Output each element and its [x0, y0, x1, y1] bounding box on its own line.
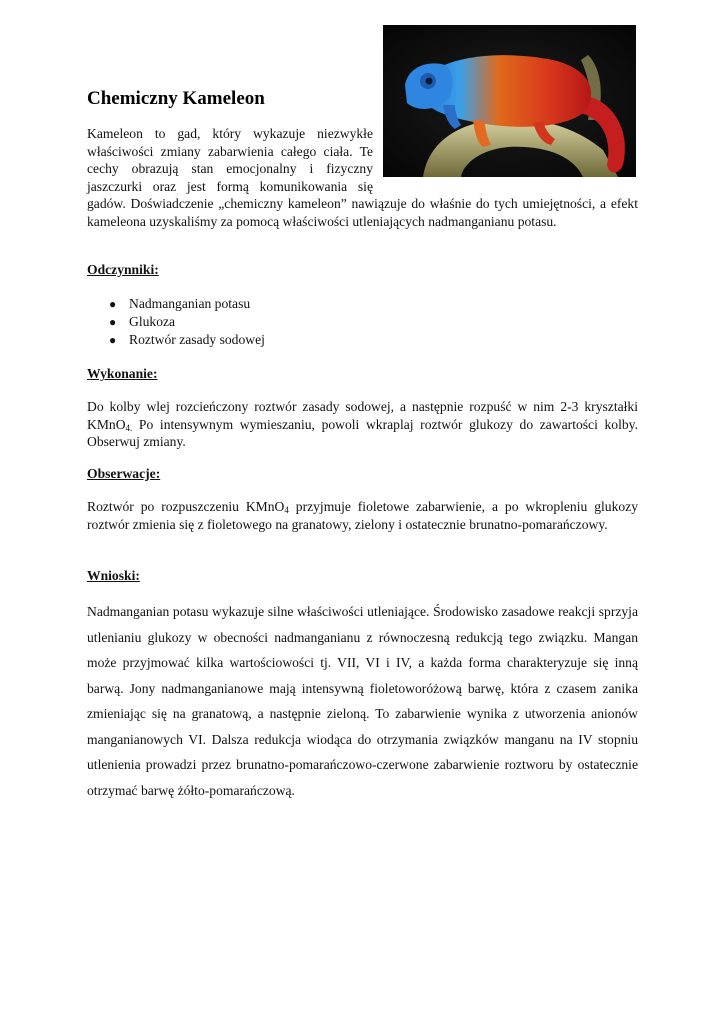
bullet-icon: ●: [109, 333, 117, 347]
intro-text: Kameleon to gad, który wykazuje niezwykłe właściwości zmiany zabarwienia całego ciała. Te cechy obrazują stan emocjonalny i fizyczny jaszczurki oraz jest formą komunikowania się gadów. Doświadczenie „chemiczny kameleon” nawiązuje do właśnie do tych umiejętności, a efekt kameleona uzyskaliśmy za pomocą właściwości utleniających nadmanganianu potasu.: [87, 126, 638, 229]
list-item-label: Nadmanganian potasu: [129, 296, 251, 311]
reagents-heading: Odczynniki:: [87, 262, 159, 277]
execution-text-1: Do kolby wlej rozcieńczony roztwór zasady sodowej, a następnie rozpuść w nim 2-3 kryształki KMnO: [87, 399, 638, 432]
intro-paragraph: [87, 125, 638, 230]
list-item: [87, 295, 265, 313]
execution-subscript: 4.: [125, 422, 133, 433]
list-item: [87, 331, 265, 349]
conclusions-paragraph: Nadmanganian potasu wykazuje silne właściwości utleniające. Środowisko zasadowe reakcji sprzyja utlenianiu glukozy w obecności nadmanganianu z równoczesną redukcją tego związku. Mangan może przyjmować kilka wartościowości tj. VII, VI i IV, a każda forma charakteryzuje się inną barwą. Jony nadmanganianowe mają intensywną fioletoworóżową barwę, która z czasem zanika zmieniając się na granatową, a następnie zieloną. To zabarwienie wynika z utworzenia anionów manganianowych VI. Dalsza redukcja wiodąca do otrzymania związków manganu na IV stopniu utlenienia prowadzi przez brunatno-pomarańczowo-czerwone zabarwienie roztworu by ostatecznie otrzymać barwę żółto-pomarańczową.: [87, 604, 638, 798]
list-item: [87, 313, 265, 331]
document-title: Chemiczny Kameleon: [87, 88, 265, 109]
observations-text-2: przyjmuje fioletowe zabarwienie, a po wkropleniu glukozy roztwór zmienia się z fioletowego na granatowy, zielony i ostatecznie brunatno-pomarańczowy.: [87, 499, 638, 532]
list-item-label: Roztwór zasady sodowej: [129, 332, 265, 347]
observations-text-1: Roztwór po rozpuszczeniu KMnO: [87, 499, 285, 514]
execution-paragraph: [87, 398, 638, 451]
execution-text-2: Po intensywnym wymieszaniu, powoli wkraplaj roztwór glukozy do zawartości kolby. Obserwuj zmiany.: [87, 416, 638, 449]
bullet-icon: ●: [109, 315, 117, 329]
observations-subscript: 4: [284, 505, 289, 515]
observations-paragraph: [87, 498, 638, 533]
observations-heading: Obserwacje:: [87, 466, 161, 481]
list-item-label: Glukoza: [129, 314, 176, 329]
execution-heading: Wykonanie:: [87, 366, 158, 381]
bullet-icon: ●: [109, 297, 117, 311]
conclusions-heading: Wnioski:: [87, 568, 140, 583]
image-wrap-spacer: [373, 125, 638, 195]
reagents-list: [87, 295, 265, 349]
